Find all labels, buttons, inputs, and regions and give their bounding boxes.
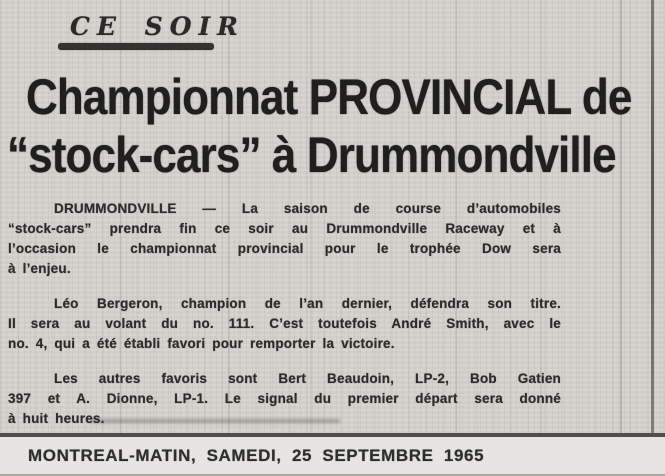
article-line: Les autres favoris sont Bert Beaudoin, LP-2, Bob Gatien [54,371,561,386]
article-line: 397 et A. Dionne, LP-1. Le signal du premier départ sera donné [8,391,561,406]
column-rule-faint [620,0,622,436]
article-body [8,199,561,444]
article-line: DRUMMONDVILLE — La saison de course d’automobiles [54,201,561,216]
column-rule [651,0,654,436]
article-paragraph [8,294,561,354]
ink-smudge [90,419,340,423]
article-line: no. 4, qui a été établi favori pour remporter la victoire. [8,336,395,351]
article-line: à huit heures. [8,411,105,426]
headline-line-2: “stock-cars” à Drummondville [7,127,616,183]
article-paragraph [8,199,561,279]
kicker-underline [58,43,214,50]
article-line: Léo Bergeron, champion de l’an dernier, défendra son titre. [54,296,561,311]
article-line: à l’enjeu. [8,261,71,276]
headline-line-1: Championnat PROVINCIAL de [26,69,632,125]
article-line: Il sera au volant du no. 111. C’est toutefois André Smith, avec le [8,316,561,331]
article-line: “stock-cars” prendra fin ce soir au Drummondville Raceway et à [8,221,561,236]
kicker-ce-soir: CE SOIR [70,12,245,41]
article-line: l’occasion le championnat provincial pour le trophée Dow sera [8,241,561,256]
footer-dateline: MONTREAL-MATIN, SAMEDI, 25 SEPTEMBRE 1965 [28,446,485,465]
